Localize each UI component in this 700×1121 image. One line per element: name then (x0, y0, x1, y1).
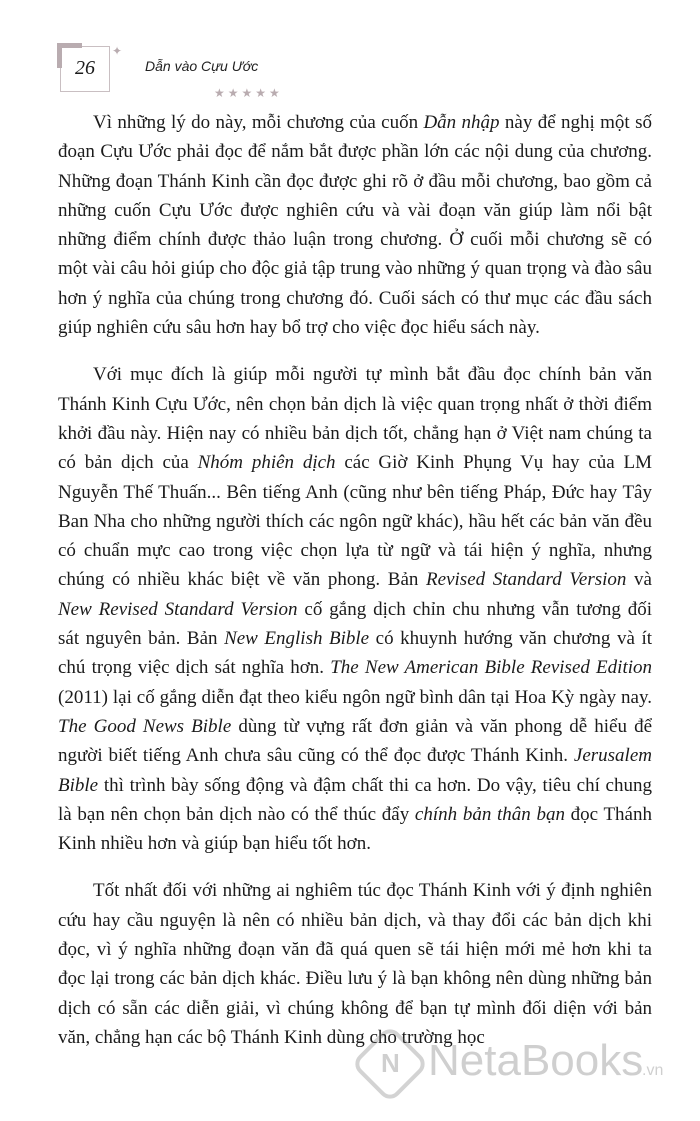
text-run: đọc Thánh Kinh nhiều hơn và giúp bạn hiểu tốt hơn. (58, 803, 652, 855)
text-run: các Giờ Kinh Phụng Vụ hay của LM Nguyễn Thế Thuấn... Bên tiếng Anh (cũng như bên tiếng Pháp, Đức hay Tây Ban Nha cho những người thích các ngôn ngữ khác), hầu hết các bản văn đều có chuẩn mực cao trong việc chọn lựa từ ngữ và tái hiện ý nghĩa, nhưng chúng có nhiều khác biệt về văn phong. Bản (58, 452, 652, 591)
text-run: Tốt nhất đối với những ai nghiêm túc đọc Thánh Kinh với ý định nghiên cứu hay cầu nguyện là nên có nhiều bản dịch, và thay đổi các bản dịch khi đọc, vì ý nghĩa những đoạn văn đã quá quen sẽ tái hiện mới mẻ hơn khi ta đọc lại trong các bản dịch khác. Điều lưu ý là bạn không nên dùng những bản dịch có sẵn các diễn giải, vì chúng không để bạn tự mình đối diện với bản văn, chẳng hạn các bộ Thánh Kinh dùng cho trường học (58, 880, 652, 1048)
text-run: có khuynh hướng văn chương và ít chú trọng việc dịch sát nghĩa hơn. (58, 628, 653, 679)
watermark-suffix: .vn (642, 1062, 664, 1079)
paragraph-3 (58, 876, 652, 1052)
netabooks-logo-icon (350, 1024, 429, 1103)
italic-term: Jerusalem Bible (58, 745, 652, 796)
page-number-box (60, 46, 110, 92)
text-run: thì trình bày sống động và đậm chất thi ca hơn. Do vậy, tiêu chí chung là bạn nên chọn bản dịch nào có thể thúc đẩy (58, 774, 652, 825)
text-run: Vì những lý do này, mỗi chương của cuốn (93, 112, 424, 133)
text-run: (2011) lại cố gắng diễn đạt theo kiểu ngôn ngữ bình dân tại Hoa Kỳ ngày nay. (58, 686, 652, 708)
watermark-logo-letter: N (380, 1048, 400, 1079)
watermark-brand: NetaBooks (428, 1036, 644, 1085)
italic-term: Dẫn nhập (423, 112, 500, 133)
italic-term: Nhóm phiên dịch (197, 452, 336, 474)
paragraph-2 (58, 360, 652, 858)
stars-ornament-icon: ★★★★★ (214, 86, 283, 100)
sparkle-ornament-icon: ✦ (112, 44, 123, 58)
italic-term: chính bản thân bạn (414, 803, 565, 825)
italic-term: The Good News Bible (58, 715, 232, 737)
text-run: và (626, 569, 652, 591)
text-run: Với mục đích là giúp mỗi người tự mình bắt đầu đọc chính bản văn Thánh Kinh Cựu Ước, nên chọn bản dịch là việc quan trọng nhất ở thời điểm khởi đầu này. Hiện nay có nhiều bản dịch tốt, chẳng hạn ở Việt nam chúng ta có bản dịch của (58, 364, 652, 474)
italic-term: The New American Bible Revised Edition (330, 657, 652, 679)
running-title: Dẫn vào Cựu Ước (145, 58, 259, 74)
text-run: dùng từ vựng rất đơn giản và văn phong dễ hiểu để người biết tiếng Anh chưa sâu cũng có thể đọc được Thánh Kinh. (58, 715, 652, 767)
italic-term: New English Bible (224, 628, 370, 650)
text-run: cố gắng dịch chỉn chu nhưng vẫn tương đối sát nguyên bản. Bản (58, 598, 652, 650)
italic-term: Revised Standard Version (426, 569, 627, 591)
paragraph-1 (58, 108, 652, 342)
italic-term: New Revised Standard Version (58, 598, 298, 620)
page-number: 26 (75, 57, 95, 79)
body-text (58, 108, 652, 1070)
text-run: này để nghị một số đoạn Cựu Ước phải đọc để nắm bắt được phần lớn các nội dung của chương. Những đoạn Thánh Kinh cần đọc được ghi rõ ở đầu mỗi chương, bao gồm cả những cuốn Cựu Ước được nghiên cứu và vài đoạn văn giúp làm nổi bật những điểm chính được thảo luận trong chương. Ở cuối mỗi chương sẽ có một vài câu hỏi giúp cho độc giả tập trung vào những ý quan trọng và đào sâu hơn ý nghĩa của chúng trong chương đó. Cuối sách có thư mục các đầu sách giúp nghiên cứu sâu hơn hay bổ trợ cho việc đọc hiểu sách này. (58, 112, 652, 339)
netabooks-watermark (362, 1032, 682, 1102)
